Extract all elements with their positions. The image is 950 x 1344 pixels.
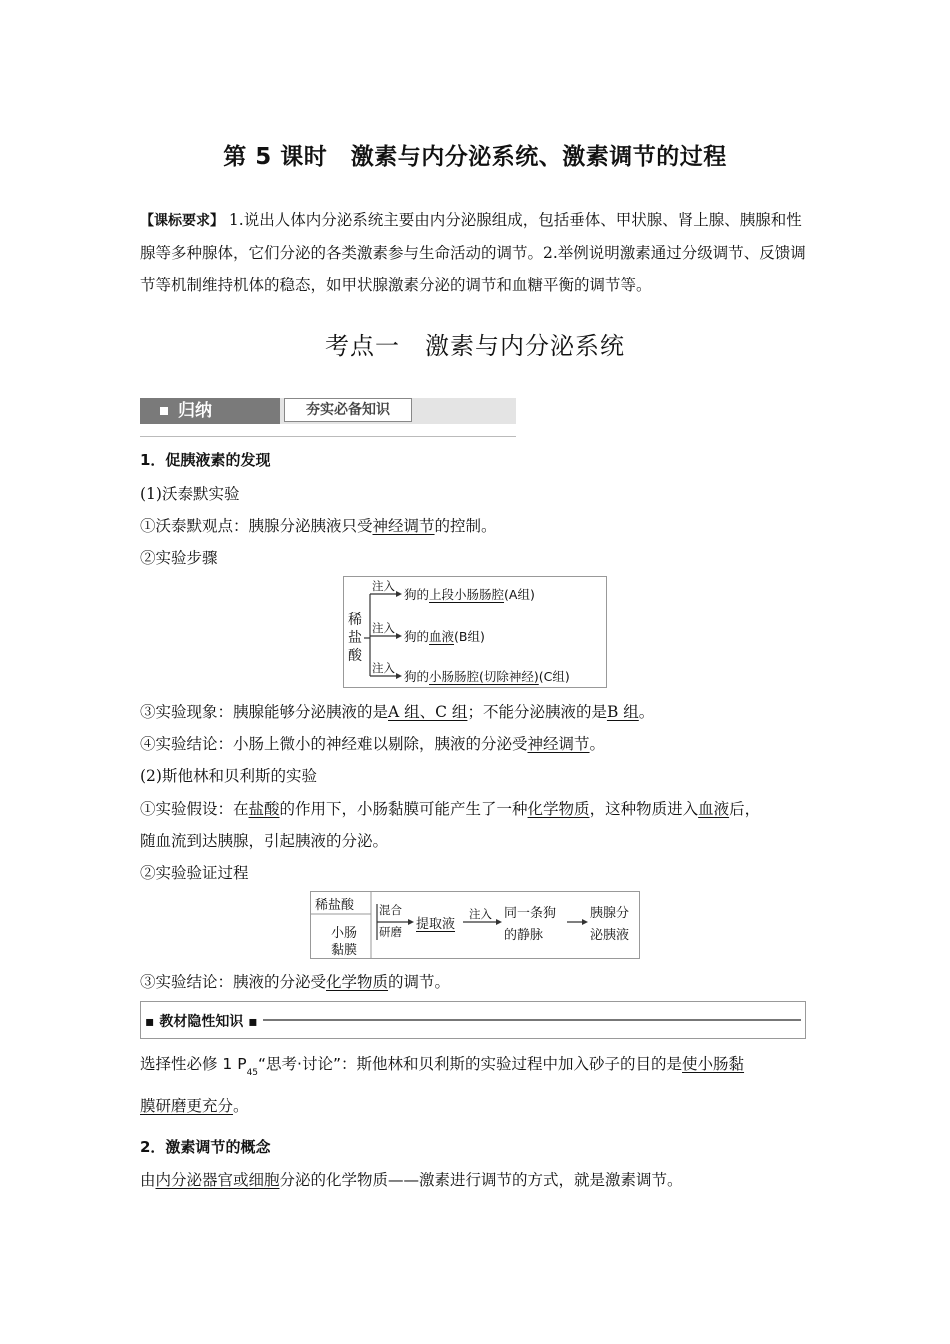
text: 。: [233, 1097, 249, 1115]
item-7: [140, 970, 450, 992]
item-6: ②实验验证过程: [140, 864, 249, 882]
text: 分泌的化学物质——激素进行调节的方式，就是激素调节。: [279, 1171, 683, 1189]
mucosa-label-1: 小肠: [331, 926, 358, 941]
hormone-regulation-definition: [140, 1168, 683, 1190]
text: 选择性必修 1 P: [140, 1055, 247, 1073]
requirement-tag: 【课标要求】: [140, 213, 224, 229]
banner-left-text: 归纳: [178, 401, 212, 421]
hidden-knowledge-box: [140, 1001, 806, 1039]
result-label-2: 泌胰液: [590, 928, 630, 943]
page-subscript: 45: [246, 1068, 259, 1078]
dog-label-1: 同一条狗: [504, 906, 557, 921]
text: 的作用下，小肠黏膜可能产生了一种: [279, 800, 528, 818]
item-5: [140, 797, 760, 819]
text: 。: [638, 703, 655, 721]
experiment-diagram-1: [343, 576, 607, 688]
answer: 膜研磨更充分: [140, 1097, 234, 1115]
answer: 盐酸: [248, 800, 280, 818]
text: ①沃泰默观点：胰腺分泌胰液只受: [140, 517, 373, 535]
answer: 化学物质: [326, 973, 389, 991]
answer: 神经调节: [372, 517, 435, 535]
banner-subtitle: 夯实必备知识: [284, 398, 412, 422]
text: ，这种物质进入: [589, 800, 699, 818]
group-b: 狗的血液(B组): [404, 629, 485, 644]
item-4: [140, 732, 605, 754]
answer: 化学物质: [527, 800, 590, 818]
page-title: 第 5 课时 激素与内分泌系统、激素调节的过程: [223, 144, 727, 170]
sub-heading-1: (1)沃泰默实验: [140, 485, 240, 503]
answer: 神经调节: [527, 735, 590, 753]
inject-label: 注入: [469, 907, 492, 921]
requirement-text: 1.说出人体内分泌系统主要由内分泌腺组成，包括垂体、甲状腺、肾上腺、胰腺和性腺等多种腺体，它们分泌的各类激素参与生命活动的调节。2.举例说明激素通过分级调节、反馈调节等机制维持机体的稳态，如甲状腺激素分泌的调节和血糖平衡的调节等。: [140, 211, 806, 294]
answer: B 组: [606, 703, 639, 721]
text: ③实验结论：胰液的分泌受: [140, 973, 327, 991]
mucosa-label-2: 黏膜: [331, 943, 358, 958]
section1-heading: 1．促胰液素的发现: [140, 451, 271, 469]
arrow-label-a: 注入: [372, 579, 395, 593]
text: 的控制。: [434, 517, 497, 535]
extract-label: 提取液: [416, 917, 456, 932]
banner-summary-label: [140, 398, 280, 424]
hcl-label: 稀盐酸: [315, 898, 355, 913]
curriculum-requirement: [140, 204, 816, 301]
summary-banner: [140, 394, 516, 437]
text: ③实验现象：胰腺能够分泌胰液的是: [140, 703, 389, 721]
experiment-diagram-2: [310, 891, 640, 959]
answer: A 组、C 组: [388, 703, 468, 721]
answer: 血液: [698, 800, 730, 818]
hidden-knowledge-text-1: [140, 1052, 745, 1078]
hidden-knowledge-text-2: [140, 1094, 249, 1116]
text: ；不能分泌胰液的是: [467, 703, 607, 721]
square-bullet-icon: [160, 407, 168, 415]
item-2: ②实验步骤: [140, 549, 218, 567]
group-c: 狗的小肠肠腔(切除神经)(C组): [404, 669, 570, 684]
arrow-label-b: 注入: [372, 621, 395, 635]
text: 。: [589, 735, 606, 753]
divider: [263, 1019, 801, 1021]
result-label-1: 胰腺分: [590, 906, 630, 921]
group-a: 狗的上段小肠肠腔(A组): [404, 587, 535, 602]
item-1: [140, 514, 497, 536]
section-title: 考点一 激素与内分泌系统: [325, 332, 625, 360]
left-label-1: 稀: [348, 612, 362, 628]
mix-label: 混合: [379, 903, 402, 917]
text: ④实验结论：小肠上微小的神经难以剔除，胰液的分泌受: [140, 735, 528, 753]
text: ①实验假设：在: [140, 800, 249, 818]
text: “思考·讨论”：斯他林和贝利斯的实验过程中加入砂子的目的是: [258, 1055, 683, 1073]
left-label-3: 酸: [348, 648, 362, 664]
hidden-knowledge-label: ▪ 教材隐性知识 ▪: [145, 1011, 260, 1031]
text: 后，: [729, 800, 761, 818]
text: 由: [140, 1171, 156, 1189]
grind-label: 研磨: [379, 925, 402, 939]
item-3: [140, 700, 654, 722]
answer: 内分泌器官或细胞: [155, 1171, 280, 1189]
left-label-2: 盐: [348, 630, 362, 646]
sub-heading-2: (2)斯他林和贝利斯的实验: [140, 767, 317, 785]
answer: 使小肠黏: [682, 1055, 745, 1073]
text: 的调节。: [388, 973, 451, 991]
item-5-line-2: 随血流到达胰腺，引起胰液的分泌。: [140, 832, 389, 850]
arrow-label-c: 注入: [372, 661, 395, 675]
dog-label-2: 的静脉: [504, 928, 544, 943]
section2-heading: 2．激素调节的概念: [140, 1138, 271, 1156]
